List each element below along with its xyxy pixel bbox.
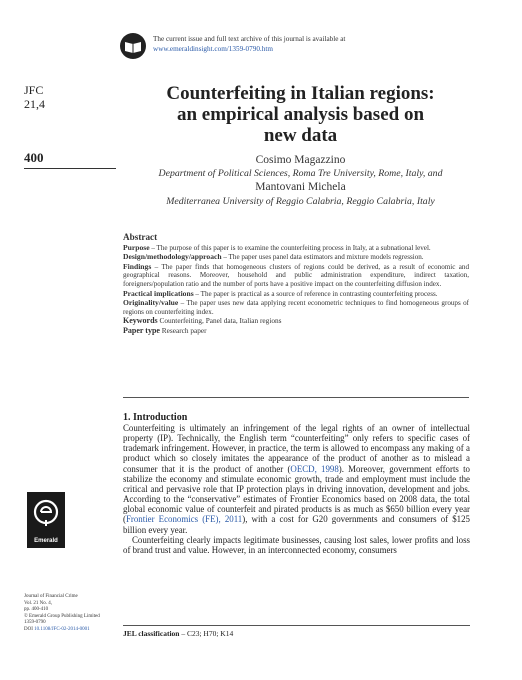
abstract-originality: Originality/value – The paper uses new data applying recent econometric techniques to find homogeneous groups of regions on counterfeiting index. — [123, 298, 469, 316]
journal-volume: 21,4 — [24, 97, 45, 111]
jel-classification: JEL classification – C23; H70; K14 — [123, 629, 234, 638]
banner-url-link[interactable]: www.emeraldinsight.com/1359-0790.htm — [153, 45, 273, 53]
meta-line: pp. 400-410 — [24, 607, 49, 612]
publication-meta — [24, 594, 100, 633]
keywords: Keywords Counterfeiting, Panel data, Italian regions — [123, 316, 282, 326]
abstract-implications: Practical implications – The paper is practical as a source of reference in contrasting counterfeiting process. — [123, 288, 438, 298]
doi: DOI 10.1108/JFC-02-2014-0001 — [24, 626, 90, 632]
paper-type: Paper type Research paper — [123, 325, 207, 335]
author-affiliation: Department of Political Sciences, Roma Tre University, Rome, Italy, and — [158, 168, 443, 179]
open-book-icon — [120, 33, 146, 59]
title-line: new data — [263, 125, 338, 146]
author-name: Mantovani Michela — [255, 181, 346, 193]
doi-link[interactable]: 10.1108/JFC-02-2014-0001 — [34, 626, 90, 632]
citation-link[interactable]: OECD, 1998 — [290, 463, 339, 474]
meta-line: © Emerald Group Publishing Limited — [24, 613, 100, 619]
page-number: 400 — [24, 150, 44, 165]
abstract — [123, 233, 469, 336]
section-heading: 1. Introduction — [123, 412, 188, 423]
body-text — [123, 423, 470, 555]
article-title — [118, 83, 483, 146]
abstract-heading: Abstract — [123, 232, 158, 242]
abstract-purpose: Purpose – The purpose of this paper is to examine the counterfeiting process in Italy, at a subnational level. — [123, 242, 431, 252]
journal-abbr: JFC — [24, 83, 44, 97]
title-line: an empirical analysis based on — [176, 104, 425, 125]
author-affiliation: Mediterranea University of Reggio Calabria, Reggio Calabria, Italy — [166, 196, 435, 207]
paragraph: Counterfeiting is ultimately an infringement of the legal rights of an owner of intellectual property (IP). Technically, the English term “counterfeiting” only refers to specific cases of trademark infringement. However, in practice, the term is allowed to encompass any making of a product which so closely imitates the appearance of the product of another as to mislead a consumer that it is the product of another (OECD, 1998). Moreover, government efforts to stabilize the economy and stimulate economic growth, trade and employment must include the critical and pervasive role that IP protection plays in driving innovation, development and jobs. According to the “conservative” estimates of Frontier Economics based on 2008 data, the total global economic value of counterfeit and pirated products is as much as $650 billion every year (Frontier Economics (FE), 2011), with a cost for G20 governments and consumers of $125 billion every year. — [123, 423, 470, 535]
author-name: Cosimo Magazzino — [255, 154, 346, 166]
title-line: Counterfeiting in Italian regions: — [166, 83, 435, 104]
citation-link[interactable]: Frontier Economics (FE), 2011 — [125, 514, 243, 525]
abstract-findings: Findings – The paper finds that homogeneous clusters of regions could be derived, as a result of economic and geographical reasons. Moreover, household and public administration expenditure, indirect taxation, foreigners/population ratio and the number of ports have a positive impact on the counterfeiting diffusion index. — [123, 261, 469, 288]
meta-line: Vol. 21 No. 4, — [24, 600, 52, 606]
journal-label — [24, 83, 45, 111]
left-divider — [24, 168, 116, 169]
emerald-logo: Emerald — [27, 492, 65, 548]
meta-line: 1359-0790 — [24, 620, 46, 625]
access-banner — [120, 31, 375, 63]
abstract-design: Design/methodology/approach – The paper uses panel data estimators and mixture models regression. — [123, 252, 424, 262]
paragraph: Counterfeiting clearly impacts legitimate businesses, causing lost sales, lower profits and loss of brand trust and value. However, in an interconnected economy, consumers — [123, 534, 470, 555]
abstract-divider — [123, 397, 469, 398]
meta-line: Journal of Financial Crime — [24, 594, 78, 599]
banner-text: The current issue and full text archive of this journal is available at — [153, 35, 346, 43]
jel-divider — [123, 625, 470, 626]
